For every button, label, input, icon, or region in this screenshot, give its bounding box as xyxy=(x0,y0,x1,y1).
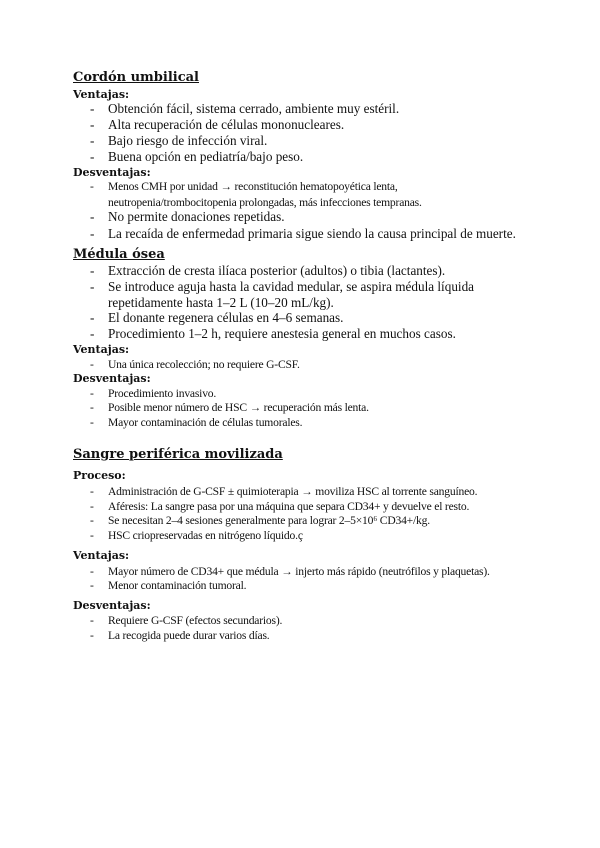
ventajas-label: Ventajas: xyxy=(73,549,130,562)
ventajas-label: Ventajas: xyxy=(73,343,130,356)
ventajas-label: Ventajas: xyxy=(73,88,130,101)
desventajas-label: Desventajas: xyxy=(73,166,151,179)
document-page: Cordón umbilical Ventajas: - Obtención fácil, sistema cerrado, ambiente muy estéril. - Alta recuperación de células mononucleares. - Bajo riesgo de infección viral. - Buena opción en pediatría/bajo peso. Desventajas: - Menos CMH por unidad → reconstitución hematopoyética lenta, neutropenia/trombocitopenia prolongadas, más infecciones tempranas. - No permite donaciones repetidas. - La recaída de enfermedad primaria sigue siendo la causa principal de muerte. Médula ósea - Extracción de cresta ilíaca posterior (adultos) o tibia (lactantes). - Se introduce aguja hasta la cavidad medular, se aspira médula líquida repetidamente hasta 1–2 L (10–20 mL/kg). - El donante regenera células en 4–6 semanas. - Procedimiento 1–2 h, requiere anestesia general en muchos casos. Ventajas: - Una única recolección; no requiere G-CSF. Desventajas: - Procedimiento invasivo. - Posible menor número de HSC → recuperación más lenta. - Mayor contaminación de células tumorales. Sangre periférica movilizada Proceso: - Administración de G-CSF ± quimioterapia → moviliza HSC al torrente sanguíneo. - Aféresis: La sangre pasa por una máquina que separa CD34+ y devuelve el resto. - Se necesitan 2–4 sesiones generalmente para lograr 2–5×10⁶ CD34+/kg. - HSC criopreservadas en nitrógeno líquido.ç Ventajas: - Mayor número de CD34+ que médula → injerto más rápido (neutrófilos y plaquetas). - Menor contaminación tumoral. Desventajas: - Requiere G-CSF (efectos secundarios). - La recogida puede durar varios días. xyxy=(73,70,516,642)
section-title-medula-osea: Médula ósea xyxy=(73,247,165,262)
desventajas-label: Desventajas: xyxy=(73,599,151,612)
section-title-sangre-periferica: Sangre periférica movilizada xyxy=(73,447,283,462)
section-title-cordon-umbilical: Cordón umbilical xyxy=(73,70,199,85)
proceso-label: Proceso: xyxy=(73,469,126,482)
desventajas-label: Desventajas: xyxy=(73,372,151,385)
